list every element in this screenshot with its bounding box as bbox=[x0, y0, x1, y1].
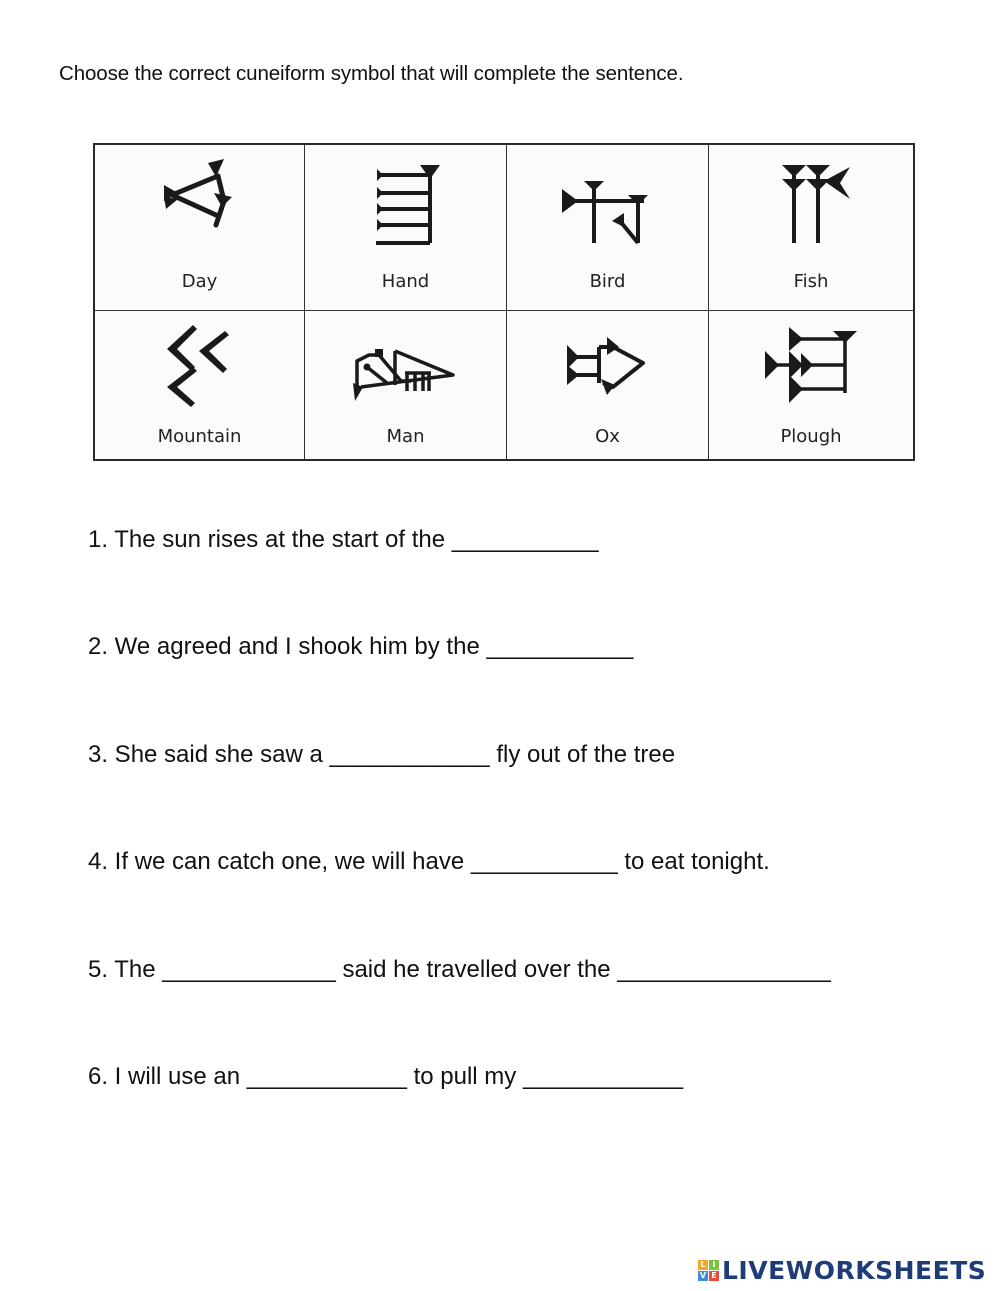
symbol-cell-hand bbox=[305, 145, 507, 311]
cuneiform-man-icon bbox=[351, 347, 461, 407]
cuneiform-symbol-table bbox=[93, 143, 915, 461]
logo-text: LIVEWORKSHEETS bbox=[722, 1256, 987, 1285]
symbol-label: Day bbox=[181, 271, 218, 292]
live-tiles-icon bbox=[698, 1260, 719, 1281]
question-4[interactable]: 4. If we can catch one, we will have ___________ to eat tonight. bbox=[88, 848, 770, 875]
liveworksheets-logo bbox=[698, 1256, 986, 1285]
logo-tile: E bbox=[709, 1271, 719, 1281]
cuneiform-fish-icon bbox=[766, 161, 856, 251]
question-3[interactable]: 3. She said she saw a ____________ fly out of the tree bbox=[88, 741, 676, 768]
symbol-cell-ox bbox=[507, 311, 709, 459]
symbol-label: Plough bbox=[780, 426, 842, 447]
cuneiform-bird-icon bbox=[558, 175, 658, 255]
instruction-text: Choose the correct cuneiform symbol that will complete the sentence. bbox=[59, 62, 684, 85]
cuneiform-mountain-icon bbox=[155, 321, 245, 411]
question-1[interactable]: 1. The sun rises at the start of the ___________ bbox=[88, 526, 599, 553]
cuneiform-plough-icon bbox=[761, 323, 861, 413]
symbol-cell-bird bbox=[507, 145, 709, 311]
symbol-label: Hand bbox=[381, 271, 430, 292]
question-5[interactable]: 5. The _____________ said he travelled over the ________________ bbox=[88, 956, 831, 983]
symbol-label: Mountain bbox=[157, 426, 242, 447]
symbol-label: Ox bbox=[595, 426, 620, 447]
cuneiform-hand-icon bbox=[366, 157, 446, 247]
logo-tile: V bbox=[699, 1271, 707, 1280]
cuneiform-ox-icon bbox=[563, 333, 653, 403]
symbol-cell-plough bbox=[709, 311, 913, 459]
cuneiform-day-icon bbox=[150, 153, 250, 243]
symbol-label: Fish bbox=[793, 271, 829, 292]
logo-tile: L bbox=[698, 1260, 708, 1270]
symbol-cell-day bbox=[95, 145, 305, 311]
symbol-label: Man bbox=[386, 426, 425, 447]
symbol-label: Bird bbox=[589, 271, 626, 292]
question-2[interactable]: 2. We agreed and I shook him by the ___________ bbox=[88, 633, 634, 660]
symbol-cell-mountain bbox=[95, 311, 305, 459]
symbol-cell-man bbox=[305, 311, 507, 459]
logo-tile: I bbox=[709, 1260, 719, 1270]
question-6[interactable]: 6. I will use an ____________ to pull my ____________ bbox=[88, 1063, 684, 1090]
symbol-cell-fish bbox=[709, 145, 913, 311]
